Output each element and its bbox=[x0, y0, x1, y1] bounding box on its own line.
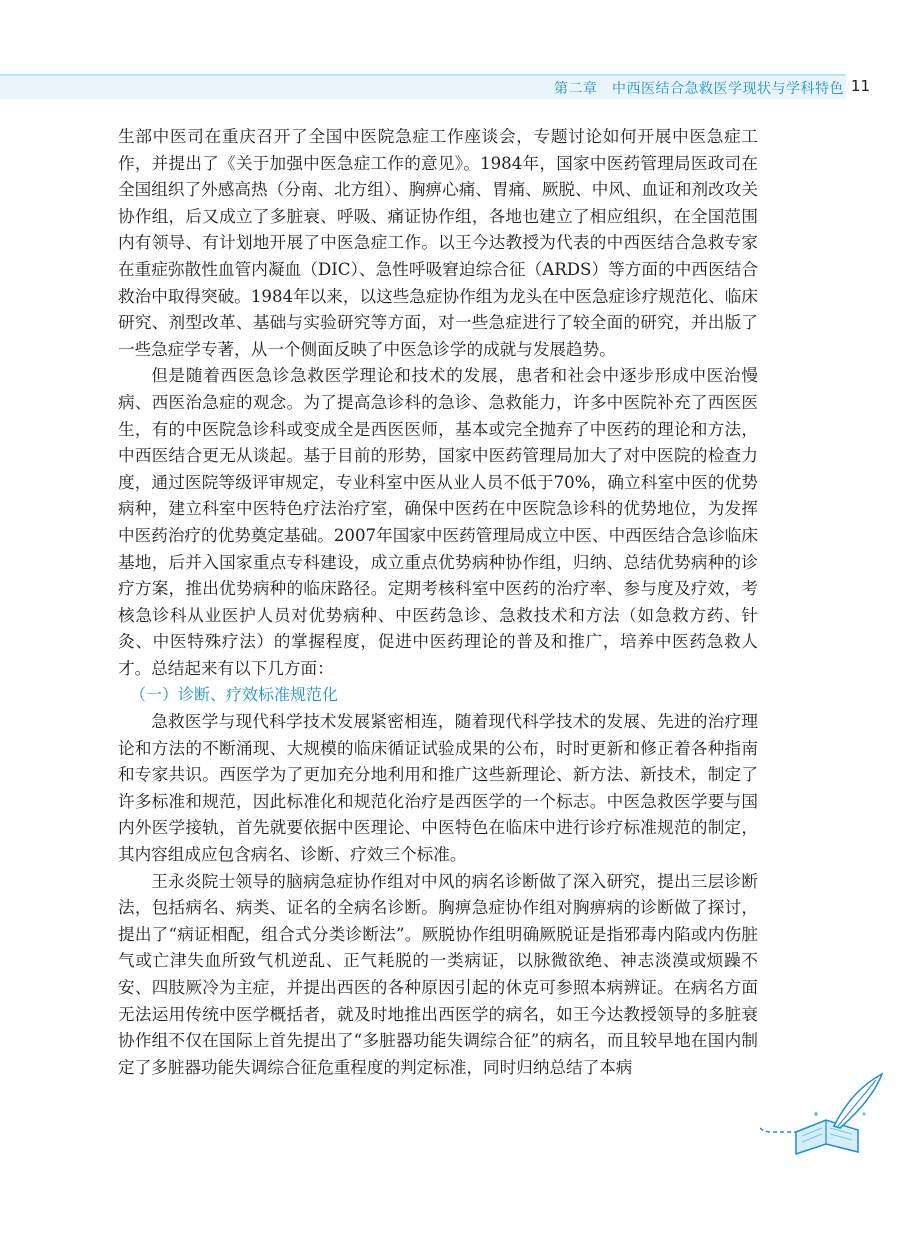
paragraph-continued: 生部中医司在重庆召开了全国中医院急症工作座谈会，专题讨论如何开展中医急症工作，并提出了《关于加强中医急症工作的意见》。1984年，国家中医药管理局医政司在全国组织了外感高热（分南、北方组）、胸痹心痛、胃痛、厥脱、中风、血证和剂改攻关协作组，后又成立了多脏衰、呼吸、痛证协作组，各地也建立了相应组织，在全国范围内有领导、有计划地开展了中医急症工作。以王今达教授为代表的中西医结合急救专家在重症弥散性血管内凝血（DIC）、急性呼吸窘迫综合征（ARDS）等方面的中西医结合救治中取得突破。1984年以来，以这些急症协作组为龙头在中医急症诊疗规范化、临床研究、剂型改革、基础与实验研究等方面，对一些急症进行了较全面的研究，并出版了一些急症学专著，从一个侧面反映了中医急诊学的成就与发展趋势。 bbox=[118, 127, 758, 359]
paragraph: 急救医学与现代科学技术发展紧密相连，随着现代科学技术的发展、先进的治疗理论和方法的不断涌现、大规模的临床循证试验成果的公布，时时更新和修正着各种指南和专家共识。西医学为了更加充分地利用和推广这些新理论、新方法、新技术，制定了许多标准和规范，因此标准化和规范化治疗是西医学的一个标志。中医急救医学要与国内外医学接轨，首先就要依据中医理论、中医特色在临床中进行诊疗标准规范的制定，其内容组成应包含病名、诊断、疗效三个标准。 bbox=[118, 712, 758, 865]
running-chapter-title: 第二章 中西医结合急救医学现状与学科特色 bbox=[554, 81, 844, 97]
paragraph: 王永炎院士领导的脑病急症协作组对中风的病名诊断做了深入研究，提出三层诊断法，包括病名、病类、证名的全病名诊断。胸痹急症协作组对胸痹病的诊断做了探讨，提出了“病证相配，组合式分类诊断法”。厥脱协作组明确厥脱证是指邪毒内陷或内伤脏气或亡津失血所致气机逆乱、正气耗脱的一类病证，以脉微欲绝、神志淡漠或烦躁不安、四肢厥冷为主症，并提出西医的各种原因引起的休克可参照本病辨证。在病名方面无法运用传统中医学概括者，就及时地推出西医学的病名，如王今达教授领导的多脏衰协作组不仅在国际上首先提出了“多脏器功能失调综合征”的病名，而且较早地在国内制定了多脏器功能失调综合征危重程度的判定标准，同时归纳总结了本病 bbox=[118, 871, 758, 1077]
paragraph: 但是随着西医急诊急救医学理论和技术的发展，患者和社会中逐步形成中医治慢病、西医治急症的观念。为了提高急诊科的急诊、急救能力，许多中医院补充了西医医生，有的中医院急诊科或变成全是西医医师，基本或完全抛弃了中医药的理论和方法，中西医结合更无从谈起。基于目前的形势，国家中医药管理局加大了对中医院的检查力度，通过医院等级评审规定，专业科室中医从业人员不低于70%，确立科室中医的优势病种，建立科室中医特色疗法治疗室，确保中医药在中医院急诊科的优势地位，为发挥中医药治疗的优势奠定基础。2007年国家中医药管理局成立中医、中西医结合急诊临床基地，后并入国家重点专科建设，成立重点优势病种协作组，归纳、总结优势病种的诊疗方案，推出优势病种的临床路径。定期考核科室中医药的治疗率、参与度及疗效，考核急诊科从业医护人员对优势病种、中医药急诊、急救技术和方法（如急救方药、针灸、中医特殊疗法）的掌握程度，促进中医药理论的普及和推广，培养中医药急救人才。总结起来有以下几方面： bbox=[118, 366, 758, 678]
book-and-quill-icon bbox=[760, 1070, 900, 1170]
page-body bbox=[118, 124, 758, 1081]
page-number: 11 bbox=[850, 77, 870, 95]
section-heading: （一）诊断、疗效标准规范化 bbox=[130, 685, 339, 705]
